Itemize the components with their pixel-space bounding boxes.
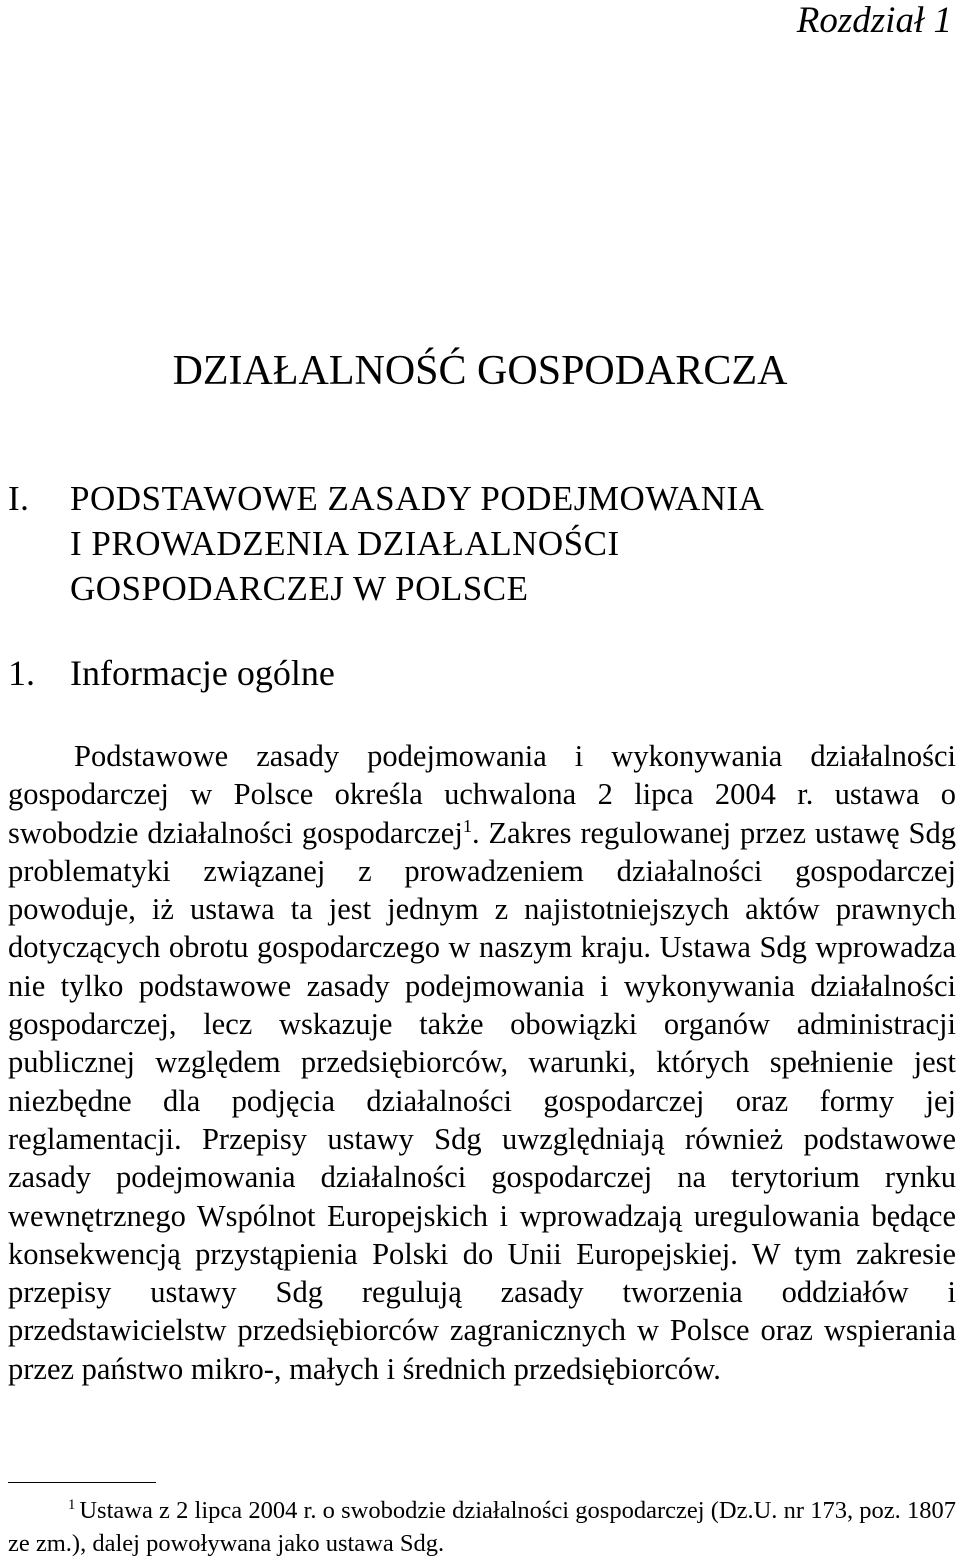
body-text-part-1: Podstawowe zasady podejmowania i wykonywania działalności gospodarczej w Polsce określa uchwalona 2 lipca 2004 r. ustawa o swobodzie działalności gospodarczej [8, 739, 956, 850]
section-title-line-3: GOSPODARCZEJ W POLSCE [70, 569, 529, 608]
section-number: I. [8, 479, 30, 518]
section-heading [8, 476, 948, 611]
subsection-number: 1. [8, 653, 35, 693]
footnote-number: 1 [68, 1496, 76, 1513]
footnote-text: Ustawa z 2 lipca 2004 r. o swobodzie działalności gospodarczej (Dz.U. nr 173, poz. 1807 ze zm.), dalej powoływana jako ustawa Sdg. [8, 1497, 956, 1557]
section-title-line-2: I PROWADZENIA DZIAŁALNOŚCI [70, 524, 620, 563]
subsection-title: Informacje ogólne [70, 653, 335, 693]
footnote [8, 1494, 956, 1560]
footnote-divider [8, 1482, 156, 1483]
chapter-label: Rozdział 1 [796, 0, 952, 41]
page-title: DZIAŁALNOŚĆ GOSPODARCZA [172, 348, 788, 394]
section-title-line-1: PODSTAWOWE ZASADY PODEJMOWANIA [70, 479, 765, 518]
section-heading-line-1 [8, 476, 948, 521]
subsection-heading [8, 650, 335, 696]
body-paragraph [8, 737, 956, 1388]
footnote-reference[interactable]: 1 [462, 815, 472, 836]
body-text-part-2: . Zakres regulowanej przez ustawę Sdg problematyki związanej z prowadzeniem działalności gospodarczej powoduje, iż ustawa ta jest jednym z najistotniejszych aktów prawnych dotyczących obrotu gospodarczego w naszym kraju. Ustawa Sdg wprowadza nie tylko podstawowe zasady podejmowania i wykonywania działalności gospodarczej, lecz wskazuje także obowiązki organów administracji publicznej względem przedsiębiorców, warunki, których spełnienie jest niezbędne dla podjęcia działalności gospodarczej oraz formy jej reglamentacji. Przepisy ustawy Sdg uwzględniają również podstawowe zasady podejmowania działalności gospodarczej na terytorium rynku wewnętrznego Wspólnot Europejskich i wprowadzają uregulowania będące konsekwencją przystąpienia Polski do Unii Europejskiej. W tym zakresie przepisy ustawy Sdg regulują zasady tworzenia oddziałów i przedstawicielstw przedsiębiorców zagranicznych w Polsce oraz wspierania przez państwo mikro-, małych i średnich przedsiębiorców. [8, 815, 956, 1386]
